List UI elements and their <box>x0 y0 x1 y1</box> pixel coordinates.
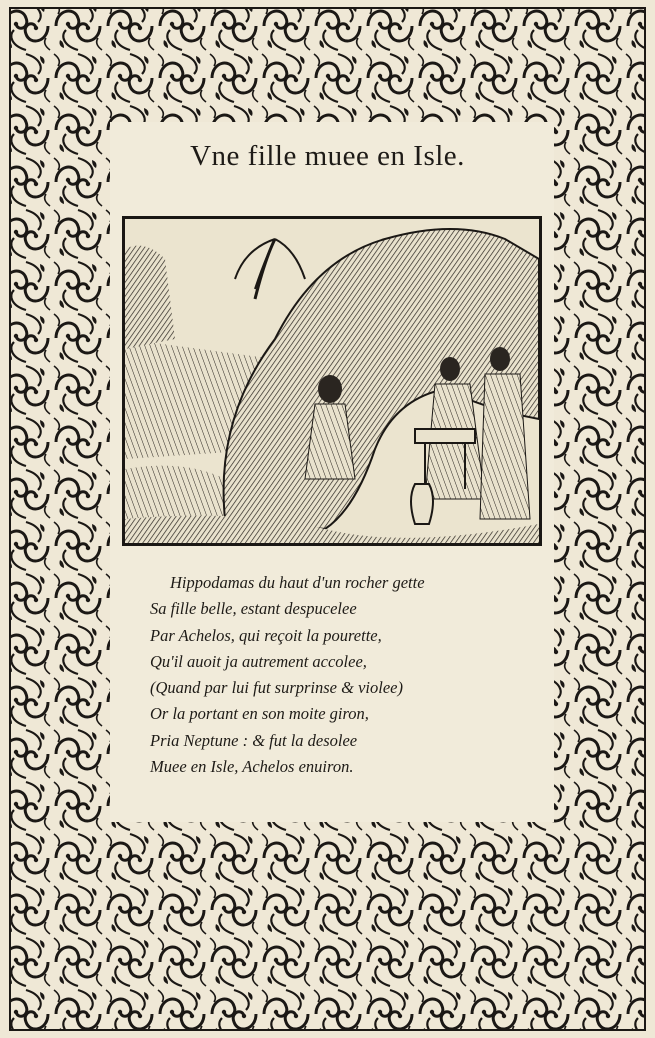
woodcut-illustration <box>122 216 542 546</box>
page-title: Vne fille muee en Isle. <box>190 140 465 172</box>
verse-line: Qu'il auoit ja autrement accolee, <box>150 651 367 671</box>
verse-line: (Quand par lui fut surprinse & violee) <box>150 678 403 698</box>
verse-stanza <box>150 570 530 780</box>
verse-line: Sa fille belle, estant despucelee <box>150 599 357 619</box>
verse-line: Pria Neptune : & fut la desolee <box>150 730 358 750</box>
verse-line: Hippodamas du haut d'un rocher gette <box>170 573 425 592</box>
verse-line: Par Achelos, qui reçoit la pourette, <box>150 625 382 645</box>
verse-line: Muee en Isle, Achelos enuiron. <box>150 757 354 777</box>
verse-line: Or la portant en son moite giron, <box>150 704 369 724</box>
